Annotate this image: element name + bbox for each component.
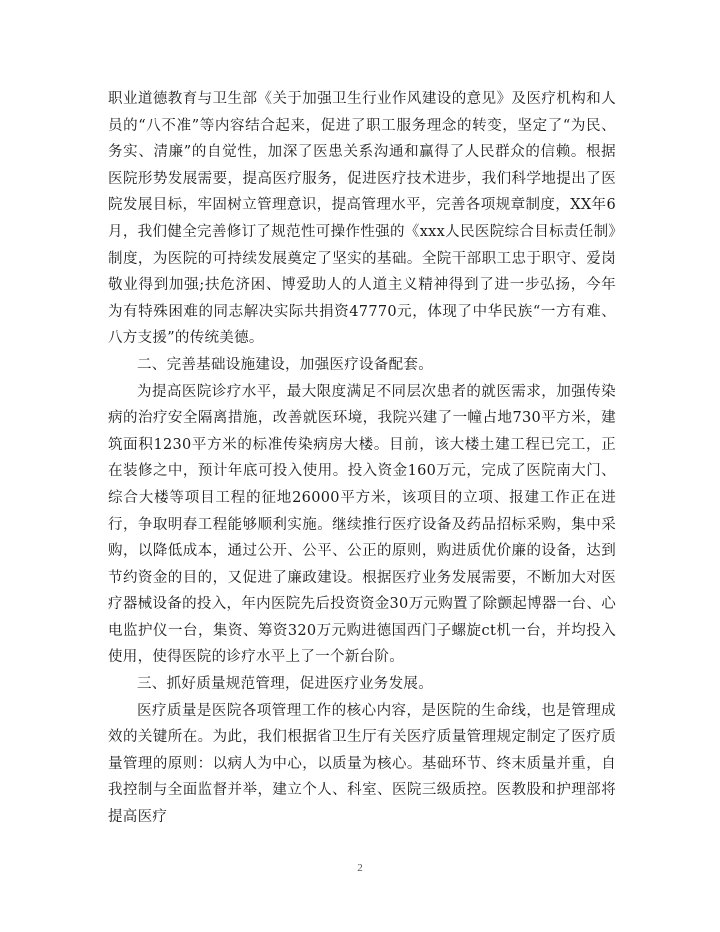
page-body (108, 86, 616, 831)
paragraph-quality: 医疗质量是医院各项管理工作的核心内容，是医院的生命线，也是管理成效的关键所在。为此，我们根据省卫生厅有关医疗质量管理规定制定了医疗质量管理的原则：以病人为中心，以质量为核心。基础环节、终末质量并重，自我控制与全面监督并举，建立个人、科室、医院三级质控。医教股和护理部将提高医疗 (108, 702, 616, 826)
section-heading-2: 二、完善基础设施建设，加强医疗设备配套。 (137, 356, 433, 373)
page-number: 2 (357, 862, 363, 874)
section-heading-3: 三、抓好质量规范管理，促进医疗业务发展。 (137, 676, 433, 693)
paragraph-continued: 职业道德教育与卫生部《关于加强卫生行业作风建设的意见》及医疗机构和人员的“八不准”等内容结合起来，促进了职工服务理念的转变，坚定了“为民、务实、清廉”的自觉性，加深了医患关系沟通和赢得了人民群众的信赖。根据医院形势发展需要，提高医疗服务，促进医疗技术进步，我们科学地提出了医院发展目标，牢固树立管理意识，提高管理水平，完善各项规章制度，XX年6月，我们健全完善修订了规范性可操作性强的《xxx人民医院综合目标责任制》制度，为医院的可持续发展奠定了坚实的基础。全院干部职工忠于职守、爱岗敬业得到加强;扶危济困、博爱助人的人道主义精神得到了进一步弘扬，今年为有特殊困难的同志解决实际共捐资47770元，体现了中华民族“一方有难、八方支援”的传统美德。 (108, 91, 616, 347)
paragraph-infrastructure: 为提高医院诊疗水平，最大限度满足不同层次患者的就医需求，加强传染病的治疗安全隔离措施，改善就医环境，我院兴建了一幢占地730平方米，建筑面积1230平方米的标准传染病房大楼。目前，该大楼土建工程已完工，正在装修之中，预计年底可投入使用。投入资金160万元，完成了医院南大门、综合大楼等项目工程的征地26000平方米，该项目的立项、报建工作正在进行，争取明春工程能够顺利实施。继续推行医疗设备及药品招标采购，集中采购，以降低成本，通过公开、公平、公正的原则，购进质优价廉的设备，达到节约资金的目的，又促进了廉政建设。根据医疗业务发展需要，不断加大对医疗器械设备的投入，年内医院先后投资资金30万元购置了除颤起博器一台、心电监护仪一台，集资、筹资320万元购进德国西门子螺旋ct机一台，并均投入使用，使得医院的诊疗水平上了一个新台阶。 (108, 383, 616, 666)
